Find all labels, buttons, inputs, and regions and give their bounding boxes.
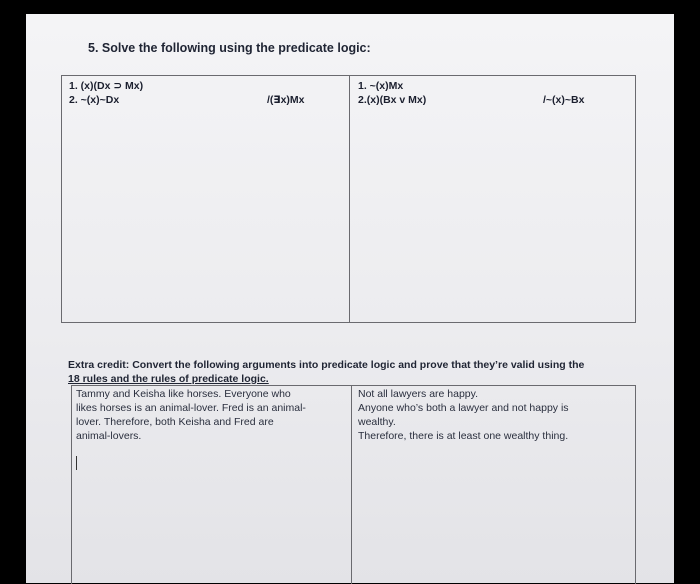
problem-right-conclusion: /~(x)~Bx: [543, 94, 585, 106]
extra-credit-instructions: [68, 358, 628, 386]
argument-line: lover. Therefore, both Keisha and Fred are: [76, 416, 274, 428]
problem-right-premises: [358, 79, 426, 107]
argument-line: wealthy.: [358, 416, 396, 428]
argument-line: Anyone who’s both a lawyer and not happy is: [358, 402, 569, 414]
column-divider: [349, 76, 350, 322]
problem-left-premises: [69, 79, 143, 107]
premise: 2. ~(x)~Dx: [69, 94, 120, 106]
worksheet-page: [26, 14, 674, 583]
question-heading: 5. Solve the following using the predicate logic:: [88, 41, 371, 55]
argument-left[interactable]: [76, 387, 344, 443]
argument-right[interactable]: [358, 387, 628, 443]
premise: 1. ~(x)Mx: [358, 80, 404, 92]
problem-left-conclusion: /(∃x)Mx: [267, 94, 305, 106]
argument-line: likes horses is an animal-lover. Fred is an animal-: [76, 402, 306, 414]
premise: 1. (x)(Dx ⊃ Mx): [69, 80, 144, 92]
text-cursor: [76, 456, 77, 470]
problem-table: [61, 75, 636, 323]
argument-line: Therefore, there is at least one wealthy thing.: [358, 430, 569, 442]
argument-line: Tammy and Keisha like horses. Everyone who: [76, 388, 291, 400]
premise: 2.(x)(Bx v Mx): [358, 94, 427, 106]
column-divider: [351, 386, 352, 584]
extra-credit-line: Extra credit: Convert the following arguments into predicate logic and prove that they’re valid using the: [68, 359, 585, 371]
argument-line: Not all lawyers are happy.: [358, 388, 479, 400]
argument-table: [71, 385, 636, 584]
extra-credit-line: 18 rules and the rules of predicate logic.: [68, 373, 269, 385]
argument-line: animal-lovers.: [76, 430, 142, 442]
